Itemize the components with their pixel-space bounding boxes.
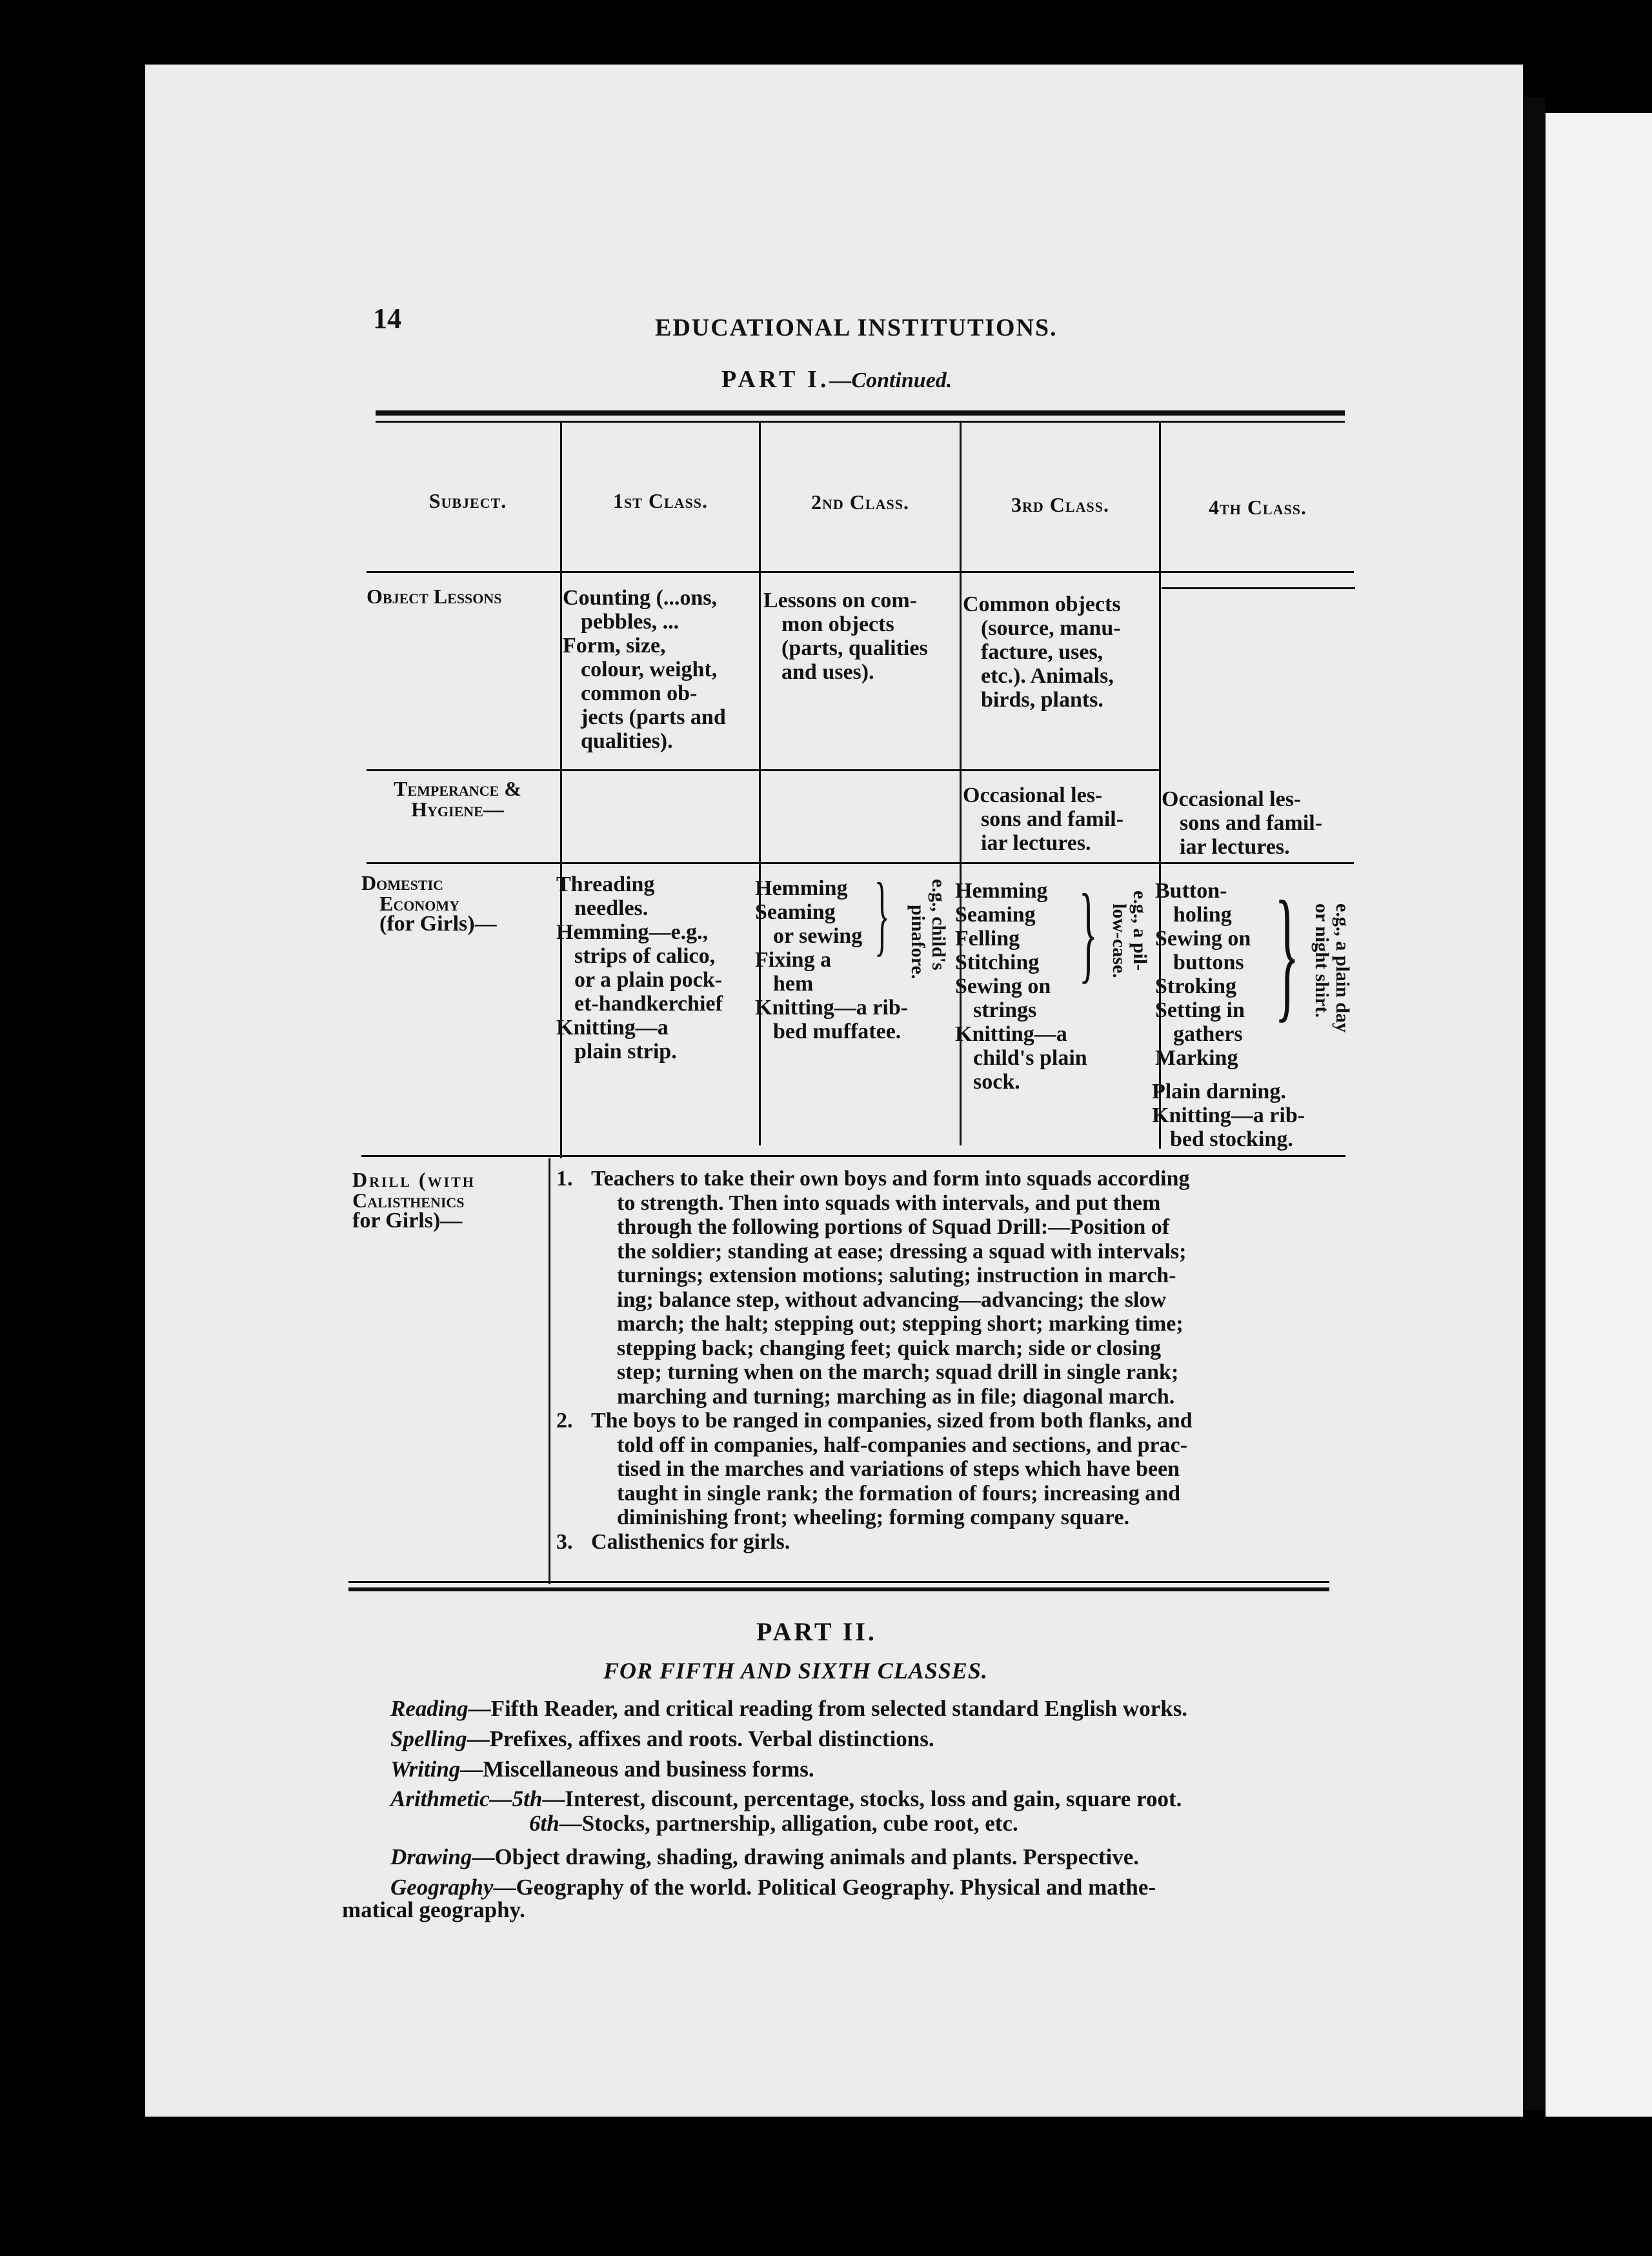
- text-line: tised in the marches and variations of steps which have been: [617, 1457, 1180, 1481]
- subject-text: —Interest, discount, percentage, stocks, loss and gain, square root.: [542, 1786, 1182, 1811]
- text-line: Knitting—a rib-: [755, 996, 909, 1020]
- column-header-4th-class: 4th Class.: [1209, 496, 1307, 519]
- text-line: bed stocking.: [1170, 1127, 1293, 1151]
- subject-text: —Stocks, partnership, alligation, cube root, etc.: [559, 1811, 1018, 1836]
- text-line: Occasional les-: [1162, 787, 1302, 811]
- text-line: buttons: [1173, 951, 1244, 974]
- text-line: or night shirt.: [1311, 903, 1333, 1018]
- part2-subheading: FOR FIFTH AND SIXTH CLASSES.: [603, 1658, 988, 1684]
- text-line: Occasional les-: [963, 783, 1103, 807]
- text-line: e.g., a pil-: [1129, 891, 1151, 971]
- table-bottom-rule-thin: [348, 1581, 1329, 1583]
- subject-writing: [390, 1757, 814, 1782]
- text-line: Knitting—a rib-: [1152, 1103, 1305, 1127]
- row-rule-object-lessons: [367, 769, 1160, 771]
- drill-item-2: [556, 1409, 1344, 1530]
- text-line: Teachers to take their own boys and form into squads according: [591, 1167, 1190, 1191]
- temperance-3rd-class: [963, 783, 1156, 855]
- item-text: [591, 1167, 1344, 1409]
- text-line: Threading: [556, 872, 655, 896]
- text-line: Calisthenics for girls.: [591, 1529, 791, 1554]
- column-header-2nd-class: 2nd Class.: [811, 490, 909, 514]
- subject-label: Geography: [390, 1875, 494, 1900]
- domestic-4th-class: [1155, 879, 1291, 1070]
- text-line: Stitching: [955, 951, 1040, 974]
- text-line: Form, size,: [563, 634, 666, 658]
- row-rule-domestic: [361, 1155, 1345, 1157]
- text-line: Drill (with: [352, 1168, 476, 1191]
- brace-4th-class: }: [1274, 871, 1300, 1035]
- text-line: Sewing on: [1155, 927, 1251, 951]
- object-lessons-3rd-class: [963, 592, 1156, 712]
- text-line: stepping back; changing feet; quick march; side or closing: [617, 1336, 1162, 1360]
- vertical-note-4th-class: [1311, 903, 1353, 1032]
- text-line: e.g., child's: [928, 879, 949, 971]
- text-line: Setting in: [1155, 998, 1245, 1022]
- text-line: for Girls)—: [352, 1209, 463, 1233]
- text-line: low-case.: [1109, 903, 1130, 978]
- text-line: pebbles, ...: [581, 610, 680, 634]
- subject-label: Spelling: [390, 1726, 467, 1751]
- page-number: 14: [373, 303, 401, 334]
- text-line: Plain darning.: [1152, 1080, 1286, 1103]
- domestic-4th-class-lower: [1152, 1080, 1352, 1151]
- temperance-4th-class: [1162, 787, 1355, 859]
- subject-label: Writing: [390, 1757, 461, 1782]
- subject-geography: [390, 1875, 1156, 1900]
- text-line: Economy: [379, 892, 459, 915]
- subject-temperance-hygiene: [364, 778, 551, 820]
- domestic-2nd-class-knitting: [755, 996, 955, 1043]
- text-line: Hemming: [755, 876, 848, 900]
- text-line: needles.: [574, 896, 649, 920]
- drill-item-3: [556, 1530, 1344, 1555]
- object-lessons-2nd-class: [763, 589, 957, 684]
- row-rule-header-col4: [1162, 587, 1355, 589]
- text-line: taught in single rank; the formation of fours; increasing and: [617, 1481, 1181, 1506]
- text-line: turnings; extension motions; saluting; instruction in march-: [617, 1264, 1176, 1287]
- adjacent-page-edge: [1546, 113, 1652, 2139]
- subject-drawing: [390, 1844, 1139, 1870]
- subject-arithmetic-6th: [529, 1811, 1018, 1837]
- text-line: ing; balance step, without advancing—advancing; the slow: [617, 1287, 1167, 1312]
- subject-text: —Miscellaneous and business forms.: [460, 1757, 814, 1782]
- text-line: iar lectures.: [1180, 835, 1290, 859]
- brace-3rd-class: }: [1079, 872, 1098, 993]
- page-gutter-shadow: [1523, 97, 1546, 2110]
- subject-text: —Prefixes, affixes and roots. Verbal distinctions.: [467, 1726, 934, 1751]
- text-line: through the following portions of Squad Drill:—Position of: [617, 1215, 1170, 1239]
- text-line: Calisthenics: [352, 1189, 465, 1212]
- text-line: plain strip.: [574, 1040, 677, 1063]
- drill-instructions: [556, 1167, 1344, 1554]
- vertical-note-3rd-class: [1109, 891, 1150, 978]
- item-number: 2.: [556, 1409, 573, 1433]
- column-rule-1-lower: [549, 1158, 550, 1584]
- text-line: march; the halt; stepping out; stepping short; marking time;: [617, 1312, 1184, 1336]
- text-line: step; turning when on the march; squad drill in single rank;: [617, 1360, 1179, 1384]
- row-rule-temperance: [367, 862, 1354, 864]
- part-continued: —Continued.: [829, 368, 952, 392]
- text-line: to strength. Then into squads with intervals, and put them: [617, 1191, 1161, 1215]
- text-line: holing: [1173, 903, 1232, 927]
- subject-sublabel: 6th: [529, 1811, 559, 1836]
- text-line: strips of calico,: [574, 944, 716, 968]
- table-top-rule-thin: [376, 421, 1345, 423]
- text-line: Common objects: [963, 592, 1121, 616]
- item-text: [591, 1530, 1344, 1555]
- text-line: Temperance &: [394, 777, 521, 800]
- running-title: EDUCATIONAL INSTITUTIONS.: [655, 314, 1058, 341]
- text-line: e.g., a plain day: [1332, 903, 1353, 1033]
- text-line: Fixing a: [755, 948, 832, 972]
- text-line: Domestic: [361, 871, 444, 894]
- subject-text: —Geography of the world. Political Geography. Physical and mathe-: [493, 1875, 1156, 1900]
- text-line: etc.). Animals,: [981, 664, 1114, 688]
- text-line: (parts, qualities: [781, 636, 928, 660]
- domestic-3rd-class-knitting: [955, 1022, 1155, 1094]
- text-line: and uses).: [781, 660, 874, 684]
- subject-text: —Fifth Reader, and critical reading from selected standard English works.: [468, 1696, 1188, 1721]
- part-label: PART I.: [721, 366, 830, 393]
- text-line: the soldier; standing at ease; dressing a squad with intervals;: [617, 1239, 1187, 1264]
- text-line: Felling: [955, 927, 1020, 951]
- scan-bottom-border: [116, 2117, 1652, 2256]
- text-line: told off in companies, half-companies and sections, and prac-: [617, 1433, 1188, 1457]
- text-line: marching and turning; marching as in file; diagonal march.: [617, 1384, 1175, 1409]
- subject-reading: [390, 1696, 1187, 1722]
- column-header-1st-class: 1st Class.: [612, 489, 709, 512]
- subject-text: —Object drawing, shading, drawing animals and plants. Perspective.: [472, 1844, 1139, 1869]
- column-header-3rd-class: 3rd Class.: [1011, 493, 1109, 516]
- item-text: [591, 1409, 1344, 1530]
- text-line: sons and famil-: [981, 807, 1124, 831]
- text-line: pinafore.: [907, 905, 929, 980]
- text-line: gathers: [1173, 1022, 1243, 1046]
- text-line: sock.: [973, 1070, 1020, 1094]
- text-line: qualities).: [581, 729, 673, 753]
- subject-arithmetic: [390, 1786, 1182, 1812]
- item-number: 1.: [556, 1167, 573, 1191]
- domestic-3rd-class: [955, 879, 1084, 1022]
- part2-heading: PART II.: [756, 1617, 877, 1646]
- domestic-2nd-class: [755, 876, 891, 996]
- text-line: diminishing front; wheeling; forming company square.: [617, 1506, 1130, 1529]
- text-line: jects (parts and: [581, 705, 726, 729]
- subject-geography-continued: matical geography.: [342, 1897, 525, 1922]
- subject-label: Reading: [390, 1696, 468, 1721]
- text-line: Counting (...ons,: [563, 586, 718, 610]
- text-line: iar lectures.: [981, 831, 1091, 855]
- table-top-rule-thick: [376, 410, 1345, 416]
- text-line: child's plain: [973, 1046, 1087, 1070]
- text-line: The boys to be ranged in companies, sized from both flanks, and: [591, 1409, 1193, 1433]
- text-line: Sewing on: [955, 974, 1051, 998]
- subject-spelling: [390, 1726, 934, 1752]
- text-line: Seaming: [955, 903, 1036, 927]
- text-line: Seaming: [755, 900, 836, 924]
- vertical-note-2nd-class: [907, 879, 949, 979]
- text-line: sons and famil-: [1180, 811, 1323, 835]
- domestic-1st-class: [556, 872, 758, 1063]
- text-line: strings: [973, 998, 1037, 1022]
- table-bottom-rule-thick: [348, 1587, 1329, 1591]
- brace-2nd-class: }: [874, 865, 890, 965]
- item-number: 3.: [556, 1529, 573, 1554]
- subject-label: Arithmetic: [390, 1786, 490, 1811]
- object-lessons-1st-class: [563, 586, 756, 753]
- text-line: Hemming—e.g.,: [556, 920, 709, 944]
- text-line: colour, weight,: [581, 658, 718, 681]
- text-line: Lessons on com-: [763, 589, 918, 612]
- text-line: Hygiene—: [411, 798, 504, 821]
- text-line: hem: [773, 972, 814, 996]
- part-heading: [721, 365, 952, 394]
- subject-domestic-economy: [361, 872, 555, 934]
- text-line: Knitting—a: [955, 1022, 1067, 1046]
- text-line: Stroking: [1155, 974, 1236, 998]
- text-line: facture, uses,: [981, 640, 1103, 664]
- subject-drill: [352, 1169, 546, 1231]
- text-line: or sewing: [773, 924, 863, 948]
- column-header-subject: Subject.: [428, 489, 507, 512]
- row-rule-header: [367, 571, 1354, 573]
- text-line: et-handkerchief: [574, 992, 723, 1016]
- text-line: mon objects: [781, 612, 894, 636]
- subject-object-lessons: Object Lessons: [367, 585, 502, 608]
- text-line: (source, manu-: [981, 616, 1121, 640]
- text-line: Hemming: [955, 879, 1048, 903]
- text-line: bed muffatee.: [773, 1020, 902, 1043]
- text-line: or a plain pock-: [574, 968, 722, 992]
- text-line: Knitting—a: [556, 1016, 669, 1040]
- text-line: birds, plants.: [981, 688, 1103, 712]
- text-line: common ob-: [581, 681, 698, 705]
- text-line: (for Girls)—: [379, 912, 497, 936]
- text-line: Button-: [1155, 879, 1227, 903]
- drill-item-1: [556, 1167, 1344, 1409]
- subject-sublabel: —5th: [489, 1786, 543, 1811]
- text-line: Marking: [1155, 1046, 1238, 1070]
- subject-label: Drawing: [390, 1844, 472, 1869]
